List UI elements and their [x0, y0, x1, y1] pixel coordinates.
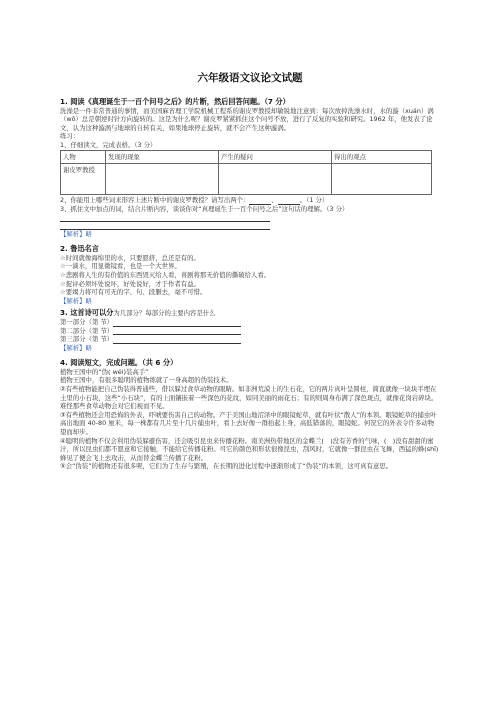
- table-cell-blank[interactable]: [219, 164, 332, 195]
- quote-line: ☆一滴水，用显微镜看，也是一个大世界。: [60, 262, 181, 271]
- question-3-heading: [60, 309, 440, 318]
- question-1-sub2: [60, 196, 440, 205]
- sub2-score: 。（1 分）: [299, 196, 329, 205]
- table-header-cell: 得出的观点: [332, 151, 432, 164]
- quote-line: ☆捉评必须坏处说坏，好处说好，才于作者有益。: [60, 279, 200, 288]
- table-cell-blank[interactable]: [332, 164, 432, 195]
- sub2-sep: 、: [271, 196, 278, 205]
- part-line: [60, 327, 440, 336]
- quote-line: ☆要竭力将可有可无的字、句、段删去，毫不可惜。: [60, 288, 207, 297]
- passage-paragraph: ⑤会“伪装”的植物还有很多呢，它们为了生存与繁殖，在长期的进化过程中逐渐形成了“伪装”的本领，这可真有意思。: [60, 462, 393, 471]
- answer-line[interactable]: [60, 222, 270, 230]
- answer-analysis: 【解析】略: [60, 296, 92, 305]
- question-1-heading: 1. 阅读《真理诞生于一百个问号之后》的片断，然后回答问题。（7 分）: [60, 97, 290, 106]
- table-header-cell: 人物: [61, 151, 106, 164]
- part-line: [60, 335, 440, 344]
- answer-analysis: 【解析】略: [60, 229, 92, 238]
- question-1-sub1: 1、仔细读文，完成表格。（3 分）: [60, 140, 157, 149]
- table-header-row: [61, 151, 432, 164]
- answer-blank[interactable]: [113, 319, 241, 327]
- table-header-cell: 发现的现象: [106, 151, 219, 164]
- quote-line: ☆时间就像海绵里的水，只要愿挤，总还是有的。: [60, 253, 200, 262]
- answer-blank[interactable]: [113, 327, 241, 335]
- answer-line[interactable]: [60, 214, 270, 222]
- answer-blank[interactable]: [249, 197, 271, 205]
- question-4-heading: 4. 阅读短文，完成问题。（共 6 分）: [60, 358, 178, 368]
- answer-blank[interactable]: [113, 336, 241, 344]
- table-header-cell: 产生的疑问: [219, 151, 332, 164]
- table-cell-person: 谢皮罗教授: [61, 164, 106, 195]
- question-1-passage: 洗澡是一件非常普通的事情，而美国麻省理工学院机械工程系的谢皮罗教授却敏锐地注意到：每次放掉洗澡水时，水的漩（xuán）涡（wō）总是朝逆时针方向旋转的。这是为什么呢？谢皮罗紧紧抓住这个问号不放，进行了反复的实验和研究。1962 年，他发表了论文，认为这种漩涡与地球的自转有关，如果地球停止旋转，就不会产生这种漩涡。: [60, 106, 434, 132]
- practice-label: 练习：: [60, 132, 80, 141]
- answer-analysis: 【解析】略: [60, 343, 92, 352]
- part-label: 第三部分（第 节）: [60, 335, 114, 344]
- sub2-text: 2、你能用上哪些词来形容上述片断中的谢皮罗教授？请写出两个：: [60, 196, 250, 205]
- page-title: 六年级语文议论文试题: [197, 72, 303, 84]
- question-3-head-rest: 为几部分？每部分的主要内容是什么: [113, 309, 216, 318]
- part-label: 第一部分（第 节）: [60, 317, 114, 326]
- passage-paragraph: ③有些植物还会用恐怖的外表，吓唬要伤害自己的动物。产于美国山地沼泽中的眼镜蛇草，就有叶状“散人”的本领。眼镜蛇草的捕虫叶高出地面 40-80 厘米，每一株都有几片至十几片捕虫叶，看上去好像一群抬起上身、高低错落的，眼镜蛇。何况它的外表令许多动物望而却步。: [60, 410, 437, 436]
- answer-blank[interactable]: [278, 197, 300, 205]
- document-page: [60, 70, 440, 471]
- question-2-heading: 2. 鲁迅名言: [60, 244, 99, 254]
- answer-table: [60, 150, 432, 195]
- part-line: [60, 318, 440, 327]
- passage-title: 植物王国中的“伪( wéi)装高手”: [60, 367, 149, 376]
- table-row: [61, 164, 432, 195]
- passage-paragraph: 植物王国中，有很多聪明的植物练就了一身高超的伪装技术。: [60, 376, 233, 385]
- quote-line: ☆悲剧将人生的有价值的东西毁灭给人看，喜剧将那无价值的撕破给人看。: [60, 270, 271, 279]
- table-cell-blank[interactable]: [106, 164, 219, 195]
- passage-paragraph: ④聪明的植物不仅会利用伪装躲避伤害，还会吸引昆虫来传播花粉。南美洲热带地区的金蝶兰( )没有芳香的气味，( )没有甜甜的蜜汁，所以昆虫们都不愿意和它接触，不能给它传播花粉。可它的颜色和形状很像昆虫，刮风时，它就像一群昆虫在飞舞，西猛的蜂(shī)蜂见了便会飞上去攻击，从而替金蝶兰传播了花粉。: [60, 436, 439, 462]
- passage-paragraph: ②有些植物能把自己伪装得普通些，借以躲过食草动物的眼睛。如非洲荒漠上的生石花，它的两片真叶呈圆柱，简直就像一块块半埋在土里的小石块，这些“小石块”，有的上面镶嵌着一些深色的花纹，如同美丽的雨花石；有的则周身布满了深色斑点，就像花岗岩碎块。难怪那些食草动物会对它们视而不见。: [60, 384, 438, 411]
- part-label: 第二部分（第 节）: [60, 326, 114, 335]
- question-1-sub3: 3、抓住文中加点的词，结合片断内容，谈谈你对“真理诞生于一百个问号之后”这句话的理解。（3 分）: [60, 205, 349, 214]
- question-3-head-bold: 3. 这首诗可以分: [60, 308, 114, 318]
